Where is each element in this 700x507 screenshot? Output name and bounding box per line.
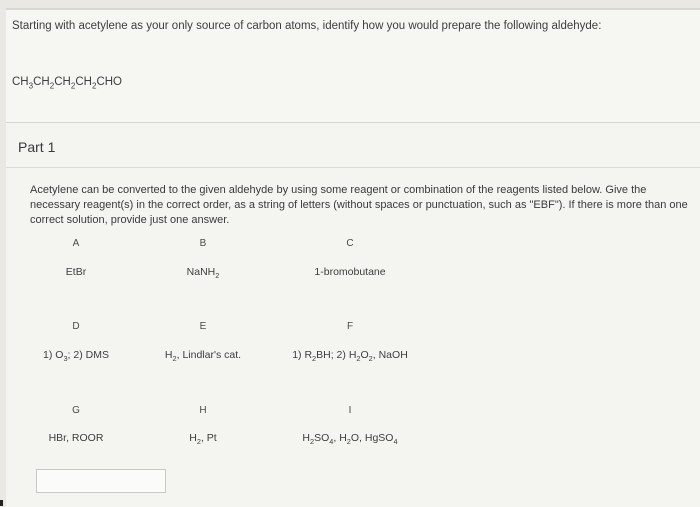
reagent-letter-b: B <box>199 238 207 249</box>
reagent-letter-g: G <box>72 405 80 416</box>
reagent-e: $H_2$, Lindlar's cat. <box>164 349 242 364</box>
answer-input[interactable] <box>36 469 166 493</box>
part-title: Part 1 <box>18 139 56 155</box>
reagent-a: EtBr <box>65 266 87 278</box>
part-1-card <box>6 122 700 507</box>
reagent-f: 1) $R_2BH$; 2) $H_2O_2$, NaOH <box>292 349 408 364</box>
reagent-letter-f: F <box>346 321 354 332</box>
divider <box>6 167 700 168</box>
edge-mark <box>0 500 3 506</box>
reagent-letter-d: D <box>72 321 80 332</box>
reagent-h: $H_2$, Pt <box>189 432 217 447</box>
reagent-letter-i: I <box>348 405 352 416</box>
reagent-c: 1-bromobutane <box>314 266 386 278</box>
reagent-letter-c: C <box>346 238 354 249</box>
question-prompt: Starting with acetylene as your only source of carbon atoms, identify how you would prepare the following aldehyde: <box>12 20 602 32</box>
target-aldehyde-formula: $CH_3CH_2CH_2CH_2CHO$ <box>12 76 122 91</box>
reagent-i: $H_2SO_4$, $H_2O$, HgSO$_4$ <box>302 432 398 447</box>
reagent-letter-e: E <box>199 321 207 332</box>
reagent-g: HBr, ROOR <box>48 432 104 444</box>
instructions: Acetylene can be converted to the given aldehyde by using some reagent or combination of the reagents listed below. Give the necessary reagent(s) in the correct order, as a string of letters (without spaces or punctuation, such as "EBF"). If there is more than one correct solution, provide just one answer. <box>30 184 688 226</box>
reagent-letter-h: H <box>199 405 207 416</box>
reagent-b: NaNH$_2$ <box>186 266 220 281</box>
reagent-d: 1) $O_3$; 2) DMS <box>43 349 109 364</box>
reagent-letter-a: A <box>72 238 80 249</box>
